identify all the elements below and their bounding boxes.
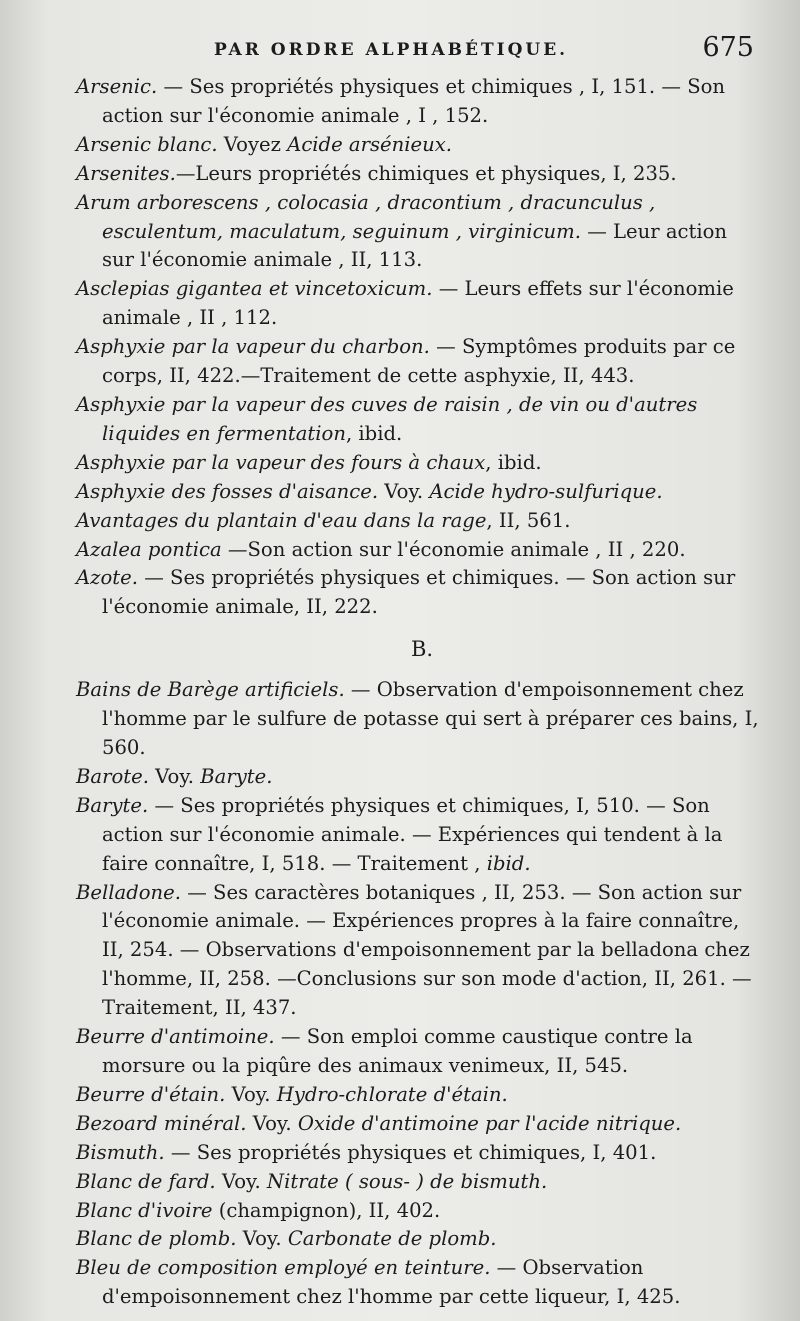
entry-headword: Arum arborescens , colocasia , dracontium , dracunculus , esculentum, maculatum, seguinum , virginicum. bbox=[76, 190, 656, 243]
entry-text: — Leur action sur l'économie animale , II, 113. bbox=[102, 219, 728, 272]
index-entry bbox=[76, 1225, 760, 1254]
entry-cross-reference: Hydro-chlorate d'étain. bbox=[276, 1082, 508, 1106]
entry-text: — Observation d'empoisonnement chez l'homme par le sulfure de potasse qui sert à préparer ces bains, I, 560. bbox=[102, 678, 759, 760]
index-entry bbox=[76, 763, 760, 792]
entry-headword: Bleu de composition employé en teinture. bbox=[76, 1256, 491, 1280]
entry-text: Voy. bbox=[246, 1111, 298, 1135]
entry-headword: Asclepias gigantea et vincetoxicum. bbox=[76, 277, 433, 301]
index-entries bbox=[76, 73, 760, 1312]
entry-text: , II, 561. bbox=[486, 508, 571, 532]
index-entry bbox=[76, 449, 760, 478]
entry-cross-reference: Acide arsénieux. bbox=[287, 132, 453, 156]
index-entry bbox=[76, 792, 760, 879]
entry-headword: Barote. bbox=[76, 764, 149, 788]
entry-text: , ibid. bbox=[345, 421, 403, 445]
index-entry bbox=[76, 275, 760, 333]
entry-headword: Belladone. bbox=[76, 880, 181, 904]
index-entry bbox=[76, 879, 760, 1024]
entry-headword: Beurre d'étain. bbox=[76, 1082, 226, 1106]
entry-headword: Asphyxie par la vapeur du charbon. bbox=[76, 335, 430, 359]
section-b-entries bbox=[76, 676, 760, 1312]
entry-text: (champignon), II, 402. bbox=[212, 1198, 441, 1222]
entry-cross-reference: Oxide d'antimoine par l'acide nitrique. bbox=[297, 1111, 682, 1135]
entry-text: — Ses propriétés physiques et chimiques, I, 401. bbox=[164, 1140, 657, 1164]
index-entry bbox=[76, 536, 760, 565]
entry-headword: Blanc de plomb. bbox=[76, 1227, 237, 1251]
index-entry bbox=[76, 564, 760, 622]
entry-headword: Asphyxie par la vapeur des cuves de raisin , de vin ou d'autres liquides en fermentation bbox=[76, 392, 698, 445]
index-entry bbox=[76, 333, 760, 391]
index-entry bbox=[76, 131, 760, 160]
entry-text: — Observation d'empoisonnement chez l'homme par cette liqueur, I, 425. bbox=[102, 1256, 681, 1309]
entry-text: — Ses propriétés physiques et chimiques, I, 510. — Son action sur l'économie animale. — Expériences qui tendent à la faire connaître, I, 518. — Traitement , bbox=[102, 793, 723, 875]
section-letter-b: B. bbox=[410, 637, 434, 662]
index-entry bbox=[76, 160, 760, 189]
entry-text: Voy. bbox=[215, 1169, 267, 1193]
entry-headword: Bezoard minéral. bbox=[76, 1111, 247, 1135]
index-entry bbox=[76, 1081, 760, 1110]
entry-headword: Beurre d'antimoine. bbox=[76, 1025, 275, 1049]
entry-headword: Arsenic. bbox=[76, 75, 158, 98]
index-entry bbox=[76, 391, 760, 449]
entry-text: Voy. bbox=[225, 1082, 277, 1106]
index-entry bbox=[76, 507, 760, 536]
index-entry bbox=[76, 189, 760, 276]
entry-text: Voy. bbox=[378, 479, 430, 503]
entry-headword: Asphyxie des fosses d'aisance. bbox=[76, 479, 379, 503]
entry-text: —Son action sur l'économie animale , II , 220. bbox=[221, 537, 686, 561]
index-entry bbox=[76, 1110, 760, 1139]
entry-text: , ibid. bbox=[485, 450, 542, 474]
entry-headword: Avantages du plantain d'eau dans la rage bbox=[76, 508, 487, 532]
entry-headword: Blanc d'ivoire bbox=[76, 1198, 213, 1222]
entry-headword: Baryte. bbox=[76, 793, 149, 817]
index-entry bbox=[76, 1197, 760, 1226]
entry-cross-reference: Carbonate de plomb. bbox=[287, 1227, 497, 1251]
index-entry bbox=[76, 1168, 760, 1197]
index-entry bbox=[76, 73, 760, 131]
running-head: PAR ORDRE ALPHABÉTIQUE. bbox=[214, 40, 569, 60]
entry-headword: Asphyxie par la vapeur des fours à chaux bbox=[76, 450, 486, 474]
entry-headword: Arsenites. bbox=[76, 161, 176, 185]
section-a-entries bbox=[76, 73, 760, 622]
index-entry bbox=[76, 1254, 760, 1312]
entry-cross-reference: Nitrate ( sous- ) de bismuth. bbox=[266, 1169, 548, 1193]
entry-headword: Azote. bbox=[76, 566, 138, 590]
entry-text: — Ses propriétés physiques et chimiques. — Son action sur l'économie animale, II, 222. bbox=[102, 566, 736, 619]
entry-headword: Bains de Barège artificiels. bbox=[76, 678, 345, 702]
index-entry bbox=[76, 1139, 760, 1168]
entry-text: — Ses propriétés physiques et chimiques , I, 151. — Son action sur l'économie animale , I , 152. bbox=[102, 75, 726, 127]
entry-text: Voy. bbox=[236, 1227, 288, 1251]
entry-text: — Leurs effets sur l'économie animale , II , 112. bbox=[102, 277, 734, 330]
index-entry bbox=[76, 478, 760, 507]
entry-headword: Blanc de fard. bbox=[76, 1169, 216, 1193]
entry-text: — Son emploi comme caustique contre la morsure ou la piqûre des animaux venimeux, II, 545. bbox=[102, 1025, 693, 1077]
entry-text: Voyez bbox=[217, 132, 288, 156]
index-entry bbox=[76, 1023, 760, 1081]
page-number: 675 bbox=[702, 32, 754, 63]
entry-text: — Ses caractères botaniques , II, 253. — Son action sur l'économie animale. — Expériences propres à la faire connaître, II, 254. — Observations d'empoisonnement par la belladona chez l'homme, II, 258. —Conclusions sur son mode d'action, II, 261. — Traitement, II, 437. bbox=[102, 880, 752, 1020]
entry-headword: Azalea pontica bbox=[76, 537, 222, 561]
entry-text: —Leurs propriétés chimiques et physiques, I, 235. bbox=[175, 161, 677, 185]
entry-text: — Symptômes produits par ce corps, II, 422.—Traitement de cette asphyxie, II, 443. bbox=[102, 335, 736, 388]
entry-cross-reference: ibid. bbox=[486, 851, 531, 875]
entry-cross-reference: Baryte. bbox=[200, 764, 273, 788]
entry-headword: Bismuth. bbox=[76, 1140, 165, 1164]
entry-text: Voy. bbox=[148, 764, 201, 788]
page-header bbox=[0, 32, 800, 68]
entry-headword: Arsenic blanc. bbox=[76, 132, 218, 156]
index-entry bbox=[76, 676, 760, 763]
entry-cross-reference: Acide hydro-sulfurique. bbox=[429, 479, 663, 503]
